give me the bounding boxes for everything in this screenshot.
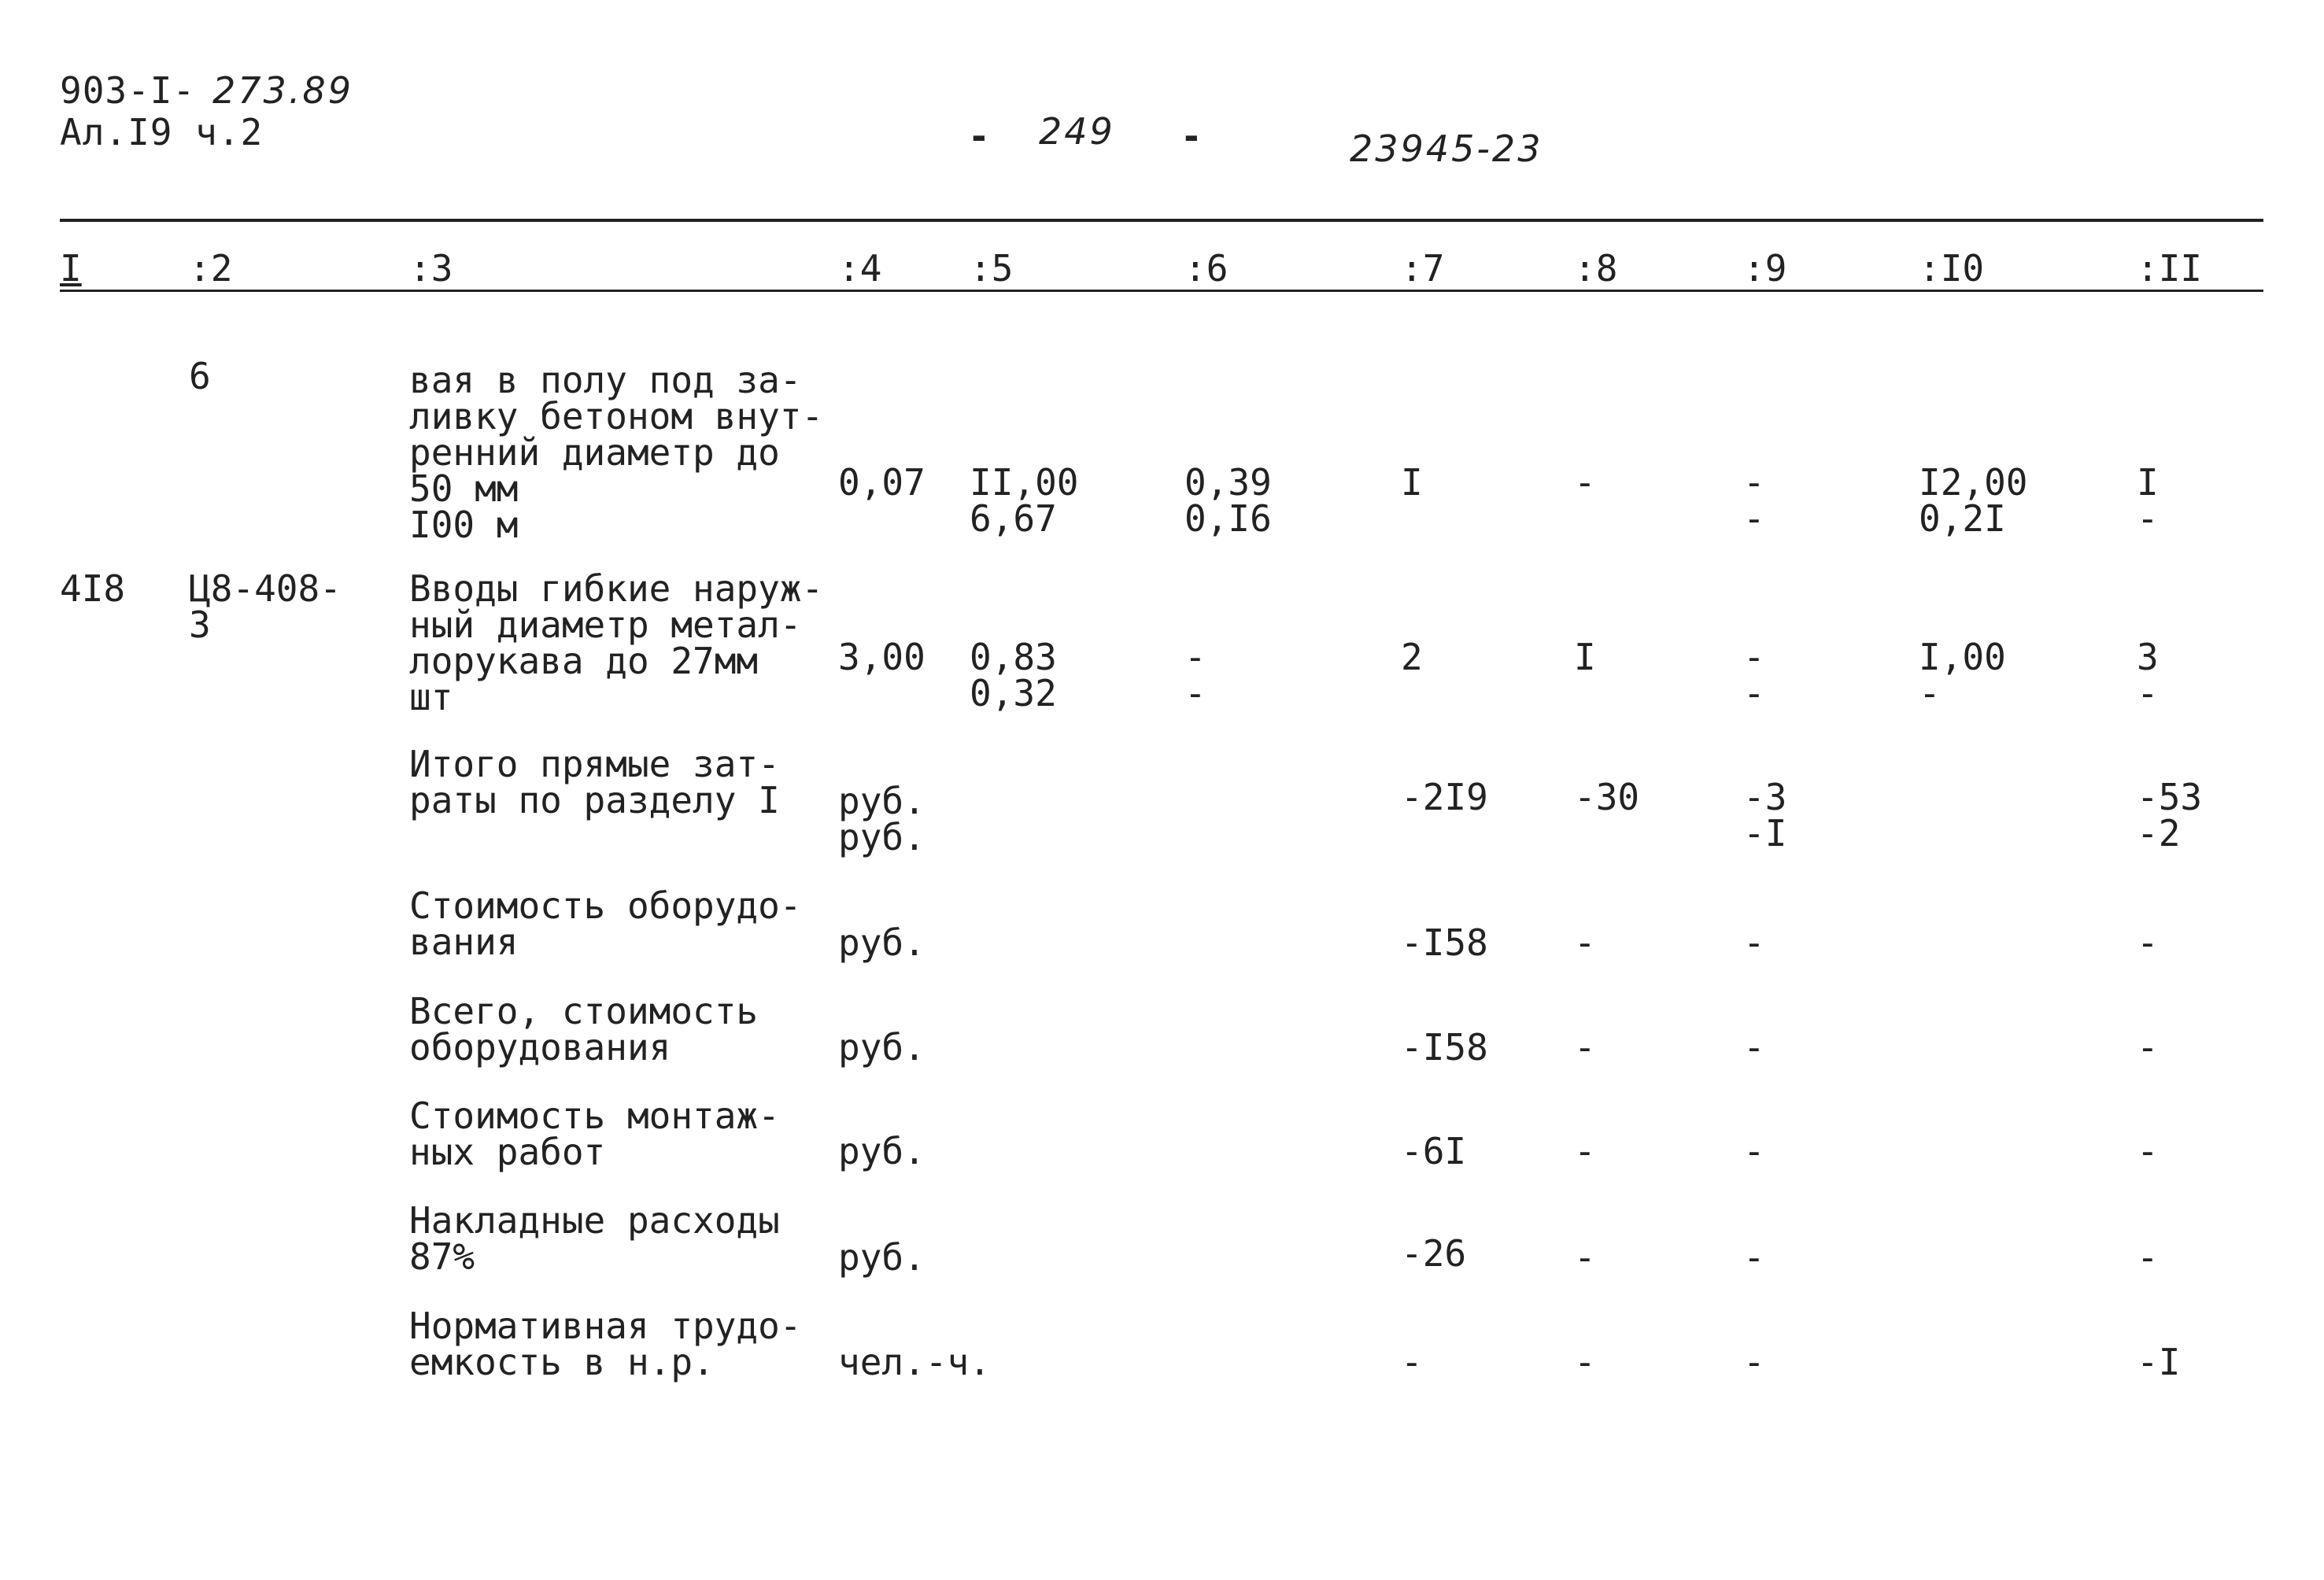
row2-col2: Ц8-408- 3 [189,567,342,646]
row2-col4: 3,00 [838,636,926,678]
row1-col2: 6 [189,355,211,397]
row4-col4: руб. [838,921,926,964]
row7-col3: Накладные расходы 87% [409,1199,780,1278]
inventory-number: 23945-23 [1350,127,1543,170]
page-dash-right: - [1180,115,1203,157]
row8-col11: -I [2137,1341,2181,1383]
row2-col1: 4I8 [60,567,126,610]
row2-col10: I,00 - [1919,636,2006,714]
row4-col8: - [1574,921,1596,964]
row1-col8: - [1574,461,1596,504]
row2-col6: - - [1184,636,1206,714]
page-number: 249 [1039,110,1115,153]
row4-col11: - [2137,921,2159,964]
row1-col7: I [1401,461,1423,504]
row2-col11: 3 - [2137,636,2159,714]
col-header-7: :7 [1401,247,1445,290]
row6-col11: - [2137,1130,2159,1172]
col-header-3: :3 [409,247,453,290]
row1-col9: - - [1743,461,1765,540]
row5-col8: - [1574,1026,1596,1069]
row1-col5: II,00 6,67 [970,461,1079,540]
row8-col9: - [1743,1341,1765,1383]
row3-col7: -2I9 [1401,776,1488,818]
col-header-5: :5 [970,247,1014,290]
row2-col7: 2 [1401,636,1423,678]
row7-col9: - [1743,1236,1765,1279]
row5-col9: - [1743,1026,1765,1069]
row8-col4: чел.-ч. [838,1341,991,1383]
col-header-8: :8 [1574,247,1618,290]
row6-col8: - [1574,1130,1596,1172]
row2-col8: I [1574,636,1596,678]
row1-col11: I - [2137,461,2159,540]
row7-col11: - [2137,1236,2159,1279]
row8-col7: - [1401,1341,1423,1383]
row8-col3: Нормативная трудо- емкость в н.р. [409,1305,802,1383]
row7-col4: руб. [838,1236,926,1279]
row1-col4: 0,07 [838,461,926,504]
row6-col9: - [1743,1130,1765,1172]
row1-col10: I2,00 0,2I [1919,461,2028,540]
row6-col3: Стоимость монтаж- ных работ [409,1095,780,1173]
row3-col9: -3 -I [1743,776,1787,855]
row2-col3: Вводы гибкие наруж- ный диаметр метал- лорукава до 27мм шт [409,567,824,718]
row3-col11: -53 -2 [2137,776,2203,855]
col-header-2: :2 [189,247,233,290]
doc-code-prefix: 903-I- [60,69,196,112]
row8-col8: - [1574,1341,1596,1383]
row2-col9: - - [1743,636,1765,714]
row5-col11: - [2137,1026,2159,1069]
row2-col5: 0,83 0,32 [970,636,1057,714]
row1-col6: 0,39 0,I6 [1184,461,1272,540]
album-label: Ал.I9 ч.2 [60,111,264,153]
col-header-10: :I0 [1919,247,1985,290]
row1-col3: вая в полу под за- ливку бетоном внут- ренний диаметр до 50 мм I00 м [409,359,824,546]
row4-col9: - [1743,921,1765,964]
row3-col4: руб. руб. [838,780,926,858]
row4-col7: -I58 [1401,921,1488,964]
row5-col4: руб. [838,1026,926,1069]
col-header-6: :6 [1184,247,1229,290]
page-dash-left: - [968,115,991,157]
row5-col7: -I58 [1401,1026,1488,1069]
row5-col3: Всего, стоимость оборудования [409,990,759,1069]
table-header-rule [60,290,2263,292]
row7-col8: - [1574,1236,1596,1279]
row3-col8: -30 [1574,776,1640,818]
col-header-4: :4 [838,247,882,290]
row6-col4: руб. [838,1130,926,1172]
col-header-1: I [60,247,82,290]
col-header-11: :II [2137,247,2203,290]
row6-col7: -6I [1401,1130,1467,1172]
col-header-9: :9 [1743,247,1787,290]
doc-code-handwritten: 273.89 [212,69,353,112]
row7-col7: -26 [1401,1232,1467,1275]
row3-col3: Итого прямые зат- раты по разделу I [409,743,780,821]
table-top-rule [60,219,2263,222]
row4-col3: Стоимость оборудо- вания [409,884,802,963]
